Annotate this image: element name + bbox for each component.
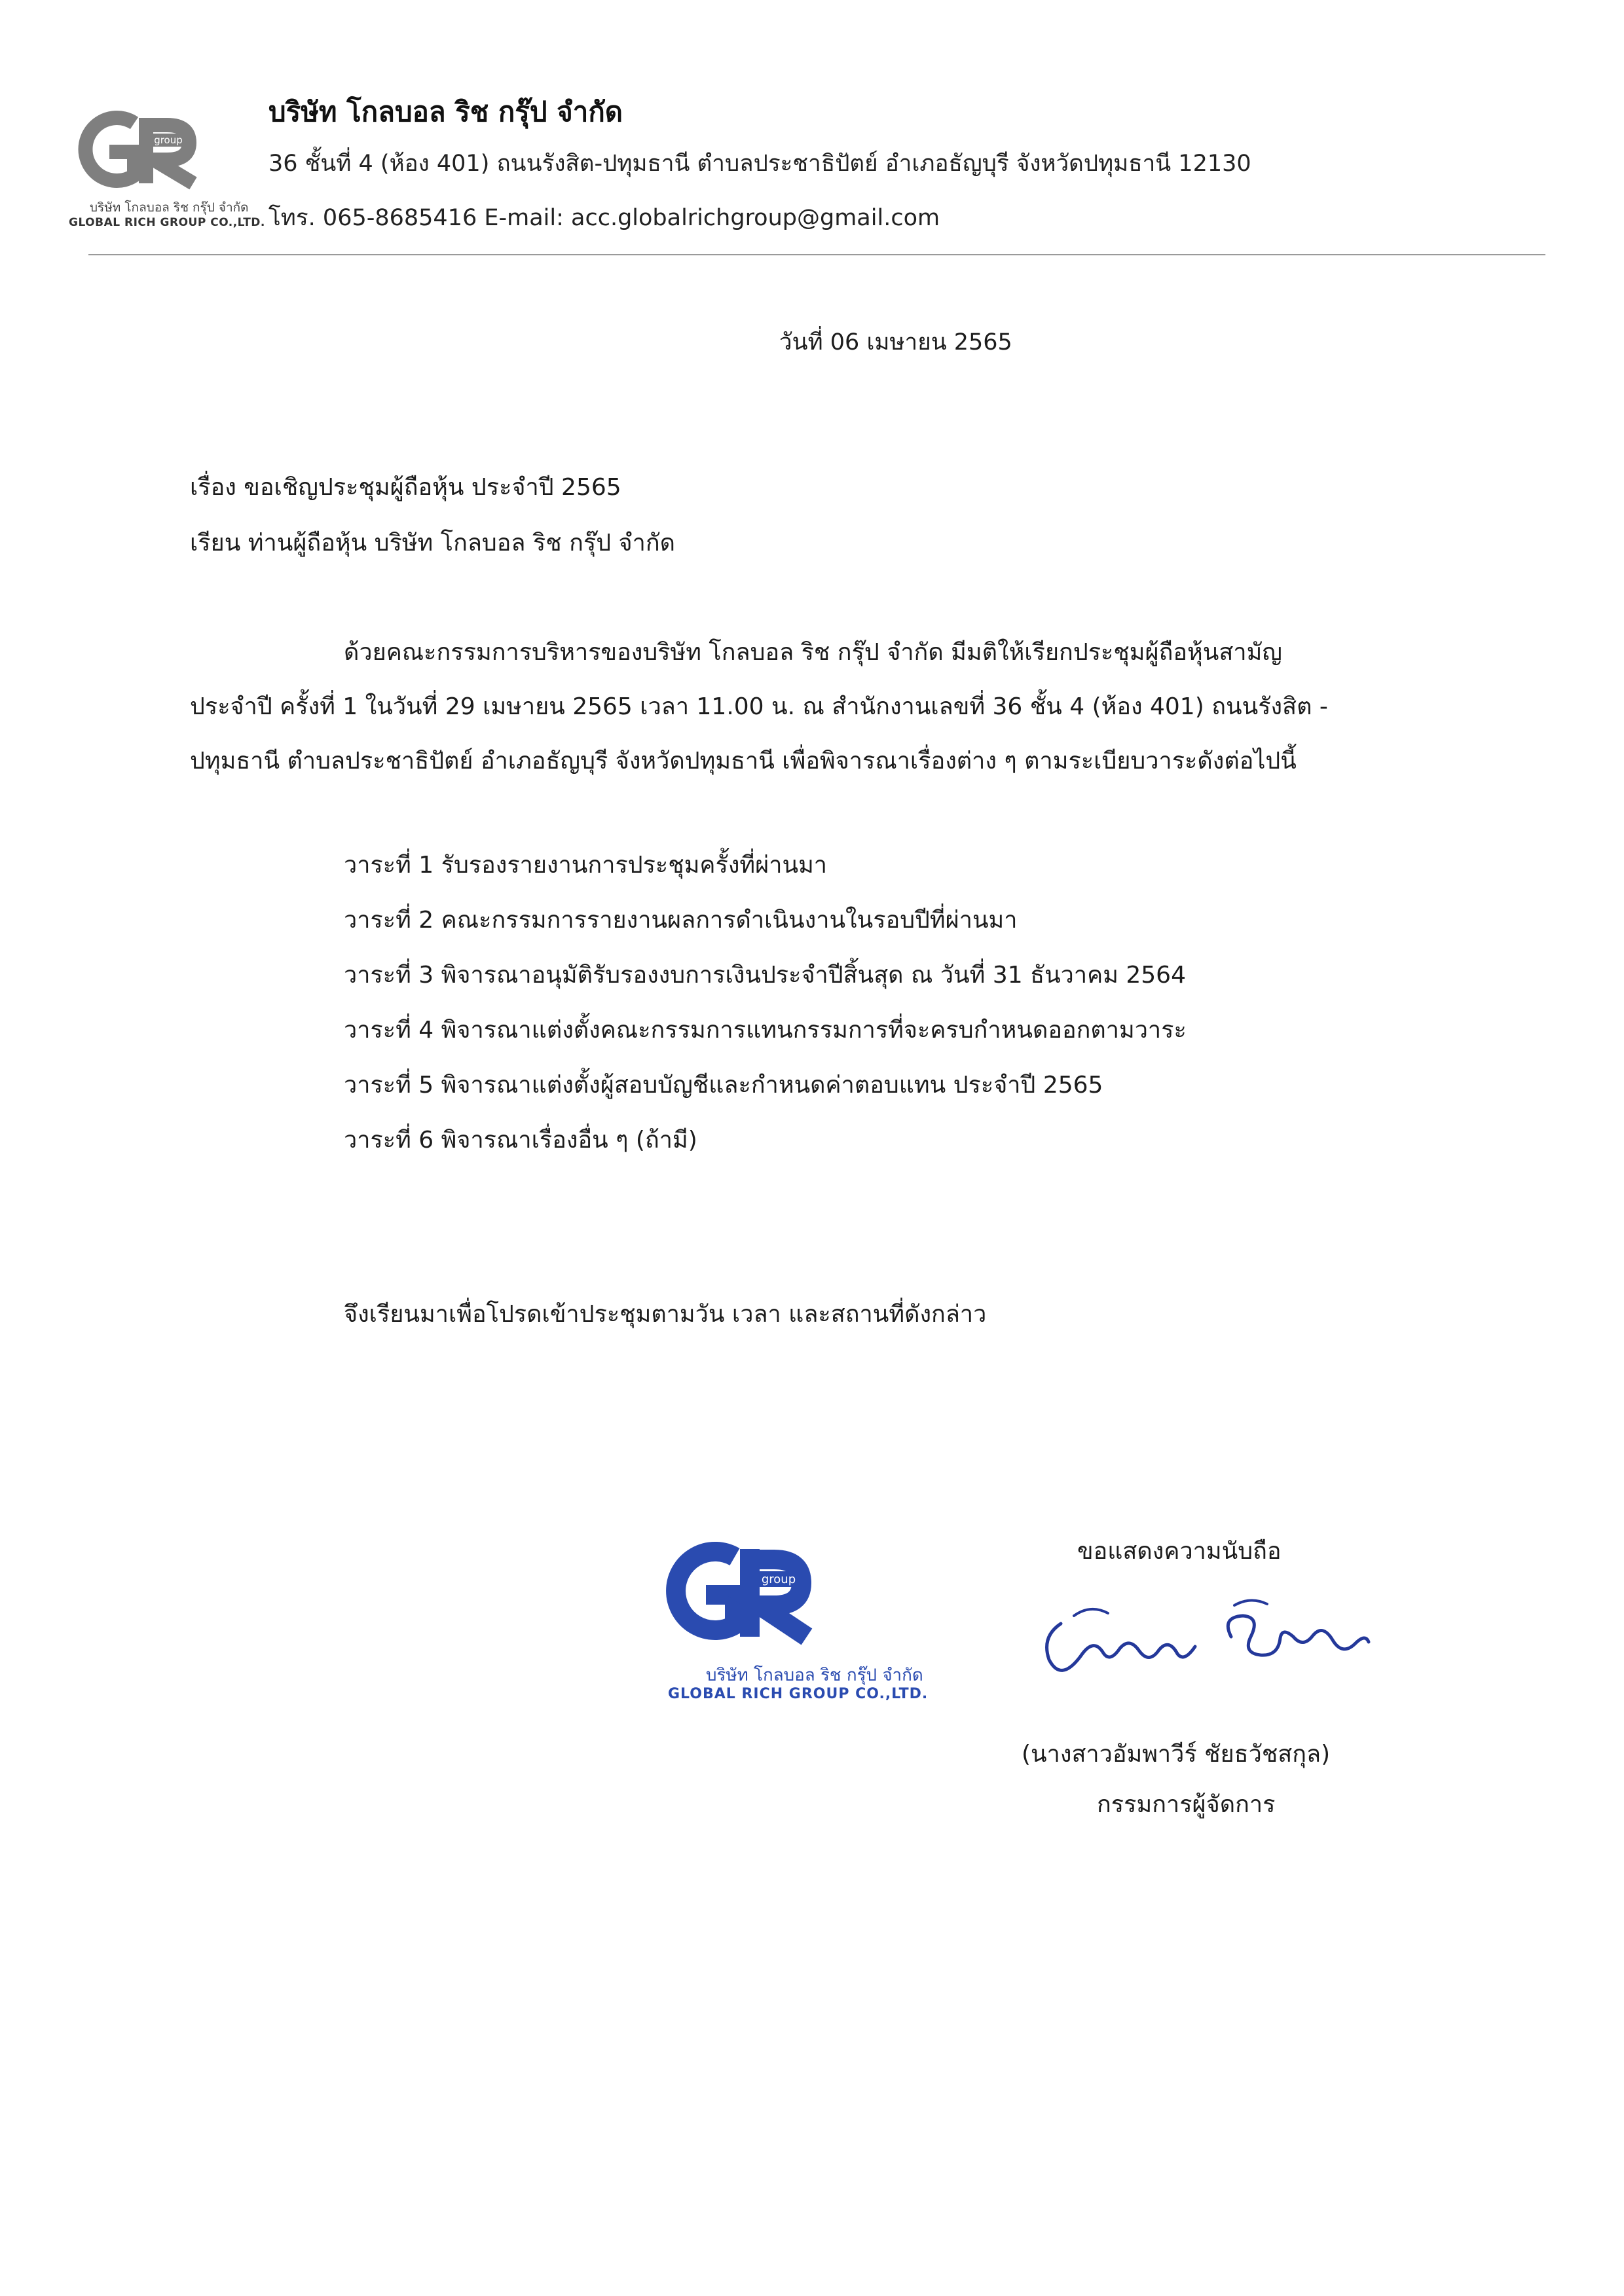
company-name: บริษัท โกลบอล ริช กรุ๊ป จำกัด [268,96,623,128]
agenda-item: วาระที่ 2 คณะกรรมการรายงานผลการดำเนินงานในรอบปีที่ผ่านมา [344,907,1018,934]
agenda-item: วาระที่ 6 พิจารณาเรื่องอื่น ๆ (ถ้ามี) [344,1127,697,1154]
agenda-item: วาระที่ 5 พิจารณาแต่งตั้งผู้สอบบัญชีและกำหนดค่าตอบแทน ประจำปี 2565 [344,1072,1103,1099]
stamp-name-en: GLOBAL RICH GROUP CO.,LTD. [668,1686,929,1702]
header-divider [88,254,1545,255]
company-contact: โทร. 065-8685416 E-mail: acc.globalrichgroup@gmail.com [268,205,940,231]
handwritten-signature [1035,1591,1375,1692]
body-paragraph-line: ปทุมธานี ตำบลประชาธิปัตย์ อำเภอธัญบุรี จังหวัดปทุมธานี เพื่อพิจารณาเรื่องต่าง ๆ ตามระเบียบวาระดังต่อไปนี้ [190,748,1297,774]
agenda-item: วาระที่ 1 รับรองรายงานการประชุมครั้งที่ผ่านมา [344,852,828,879]
company-address: 36 ชั้นที่ 4 (ห้อง 401) ถนนรังสิต-ปทุมธานี ตำบลประชาธิปัตย์ อำเภอธัญบุรี จังหวัดปทุมธานี 12130 [268,151,1251,177]
closing-line: จึงเรียนมาเพื่อโปรดเข้าประชุมตามวัน เวลา และสถานที่ดังกล่าว [344,1301,987,1328]
company-stamp [661,1532,943,1709]
gr-logo-mark [69,105,219,196]
company-logo [69,105,265,236]
agenda-item: วาระที่ 3 พิจารณาอนุมัติรับรองงบการเงินประจำปีสิ้นสุด ณ วันที่ 31 ธันวาคม 2564 [344,962,1186,989]
agenda-item: วาระที่ 4 พิจารณาแต่งตั้งคณะกรรมการแทนกรรมการที่จะครบกำหนดออกตามวาระ [344,1017,1187,1044]
stamp-name-th: บริษัท โกลบอล ริช กรุ๊ป จำกัด [706,1666,923,1685]
signer-title: กรรมการผู้จัดการ [1097,1791,1276,1818]
letter-subject: เรื่อง ขอเชิญประชุมผู้ถือหุ้น ประจำปี 2565 [190,474,621,501]
body-paragraph-line: ประจำปี ครั้งที่ 1 ในวันที่ 29 เมษายน 2565 เวลา 11.00 น. ณ สำนักงานเลขที่ 36 ชั้น 4 (ห้อง 401) ถนนรังสิต - [190,693,1328,720]
stamp-logo-mark [661,1532,832,1663]
regards-line: ขอแสดงความนับถือ [1077,1538,1282,1565]
letter-salutation: เรียน ท่านผู้ถือหุ้น บริษัท โกลบอล ริช กรุ๊ป จำกัด [190,530,676,556]
logo-group-word: group [154,134,183,146]
agenda-list [344,851,1187,1181]
body-paragraph-line: ด้วยคณะกรรมการบริหารของบริษัท โกลบอล ริช กรุ๊ป จำกัด มีมติให้เรียกประชุมผู้ถือหุ้นสามัญ [344,639,1282,666]
logo-name-th: บริษัท โกลบอล ริช กรุ๊ป จำกัด [90,200,249,215]
logo-name-en: GLOBAL RICH GROUP CO.,LTD. [69,216,265,229]
signer-name: (นางสาวอัมพาวีร์ ชัยธวัชสกุล) [1022,1741,1331,1768]
letter-date: วันที่ 06 เมษายน 2565 [779,329,1012,355]
stamp-group-word: group [761,1573,796,1586]
